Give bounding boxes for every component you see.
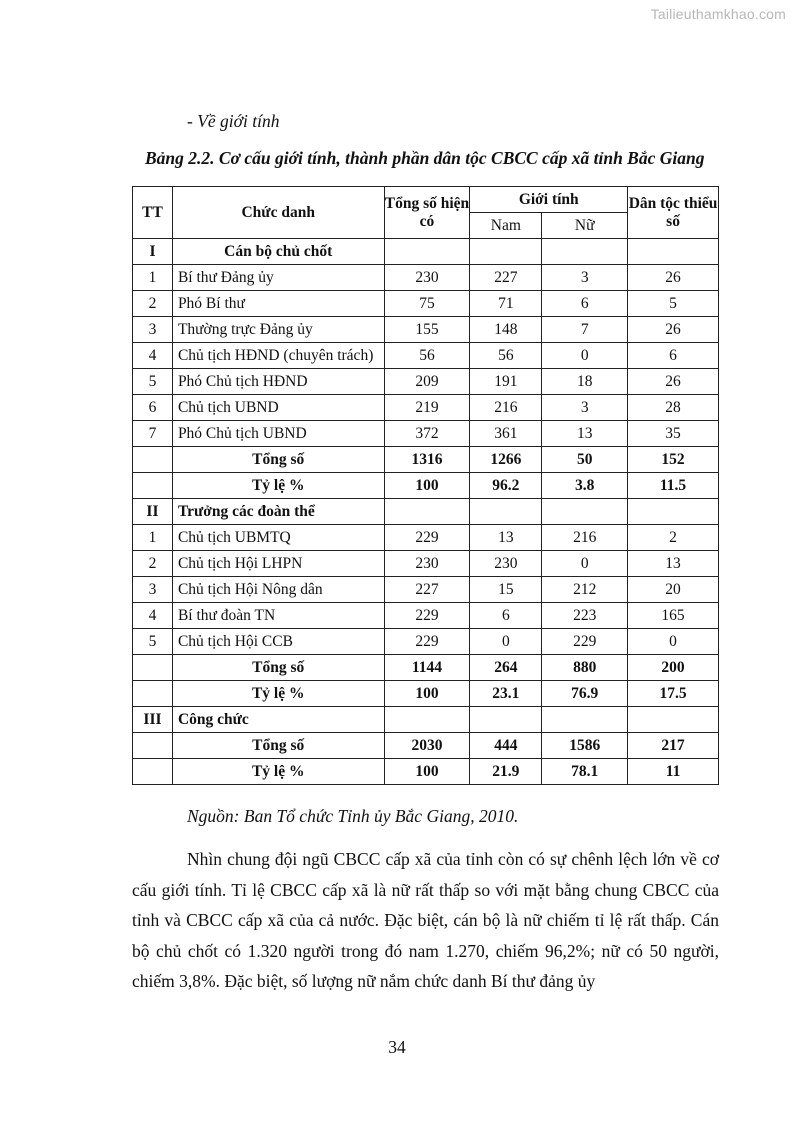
row-name: Chủ tịch Hội Nông dân bbox=[172, 577, 384, 603]
row-name: Chủ tịch HĐND (chuyên trách) bbox=[172, 343, 384, 369]
summary-total: 1144 bbox=[384, 655, 470, 681]
row-nam: 13 bbox=[470, 525, 542, 551]
row-name: Chủ tịch Hội LHPN bbox=[172, 551, 384, 577]
row-nam: 15 bbox=[470, 577, 542, 603]
table-row bbox=[133, 265, 719, 291]
header-tong-so: Tổng số hiện có bbox=[384, 187, 470, 239]
summary-dtts: 200 bbox=[628, 655, 719, 681]
row-name: Chủ tịch UBND bbox=[172, 395, 384, 421]
empty-cell bbox=[384, 707, 470, 733]
body-paragraph: Nhìn chung đội ngũ CBCC cấp xã của tỉnh còn có sự chênh lệch lớn về cơ cấu giới tính. Tỉ lệ CBCC cấp xã là nữ rất thấp so với mặt bằng chung CBCC của tỉnh và CBCC cấp xã của cả nước. Đặc biệt, cán bộ là nữ chiếm tỉ lệ rất thấp. Cán bộ chủ chốt có 1.320 người trong đó nam 1.270, chiếm 96,2%; nữ có 50 người, chiếm 3,8%. Đặc biệt, số lượng nữ nắm chức danh Bí thư đảng ủy bbox=[132, 849, 719, 991]
summary-label: Tổng số bbox=[172, 655, 384, 681]
empty-cell bbox=[384, 499, 470, 525]
row-nu: 216 bbox=[542, 525, 628, 551]
row-nam: 6 bbox=[470, 603, 542, 629]
table-row bbox=[133, 317, 719, 343]
row-dtts: 5 bbox=[628, 291, 719, 317]
row-name: Bí thư Đảng ủy bbox=[172, 265, 384, 291]
row-dtts: 13 bbox=[628, 551, 719, 577]
row-total: 56 bbox=[384, 343, 470, 369]
row-tt: 2 bbox=[133, 551, 173, 577]
row-nam: 361 bbox=[470, 421, 542, 447]
summary-total: 100 bbox=[384, 681, 470, 707]
row-nu: 18 bbox=[542, 369, 628, 395]
table-row bbox=[133, 525, 719, 551]
summary-nam: 444 bbox=[470, 733, 542, 759]
table-row bbox=[133, 343, 719, 369]
summary-label: Tỷ lệ % bbox=[172, 681, 384, 707]
row-name: Bí thư đoàn TN bbox=[172, 603, 384, 629]
row-name: Chủ tịch Hội CCB bbox=[172, 629, 384, 655]
empty-cell bbox=[133, 733, 173, 759]
summary-row bbox=[133, 733, 719, 759]
row-tt: 2 bbox=[133, 291, 173, 317]
row-total: 75 bbox=[384, 291, 470, 317]
empty-cell bbox=[133, 681, 173, 707]
header-chuc-danh: Chức danh bbox=[172, 187, 384, 239]
row-tt: 1 bbox=[133, 525, 173, 551]
summary-dtts: 11 bbox=[628, 759, 719, 785]
row-nu: 212 bbox=[542, 577, 628, 603]
table-row bbox=[133, 577, 719, 603]
row-nu: 7 bbox=[542, 317, 628, 343]
row-nu: 3 bbox=[542, 395, 628, 421]
summary-nam: 1266 bbox=[470, 447, 542, 473]
summary-row bbox=[133, 447, 719, 473]
row-total: 227 bbox=[384, 577, 470, 603]
summary-row bbox=[133, 759, 719, 785]
row-dtts: 0 bbox=[628, 629, 719, 655]
table-row bbox=[133, 369, 719, 395]
row-nam: 230 bbox=[470, 551, 542, 577]
empty-cell bbox=[542, 239, 628, 265]
row-nu: 13 bbox=[542, 421, 628, 447]
summary-nam: 21.9 bbox=[470, 759, 542, 785]
row-total: 372 bbox=[384, 421, 470, 447]
summary-nam: 264 bbox=[470, 655, 542, 681]
summary-dtts: 217 bbox=[628, 733, 719, 759]
row-tt: 6 bbox=[133, 395, 173, 421]
row-name: Phó Bí thư bbox=[172, 291, 384, 317]
row-nu: 6 bbox=[542, 291, 628, 317]
empty-cell bbox=[542, 707, 628, 733]
summary-row bbox=[133, 655, 719, 681]
section-row bbox=[133, 239, 719, 265]
table-row bbox=[133, 551, 719, 577]
header-tt: TT bbox=[133, 187, 173, 239]
row-nam: 71 bbox=[470, 291, 542, 317]
empty-cell bbox=[133, 473, 173, 499]
row-total: 230 bbox=[384, 265, 470, 291]
section-row bbox=[133, 499, 719, 525]
summary-dtts: 152 bbox=[628, 447, 719, 473]
header-gioi-tinh: Giới tính bbox=[470, 187, 628, 213]
empty-cell bbox=[470, 707, 542, 733]
row-tt: 4 bbox=[133, 603, 173, 629]
data-table bbox=[132, 186, 719, 785]
table-row bbox=[133, 629, 719, 655]
source-note: Nguồn: Ban Tổ chức Tỉnh ủy Bắc Giang, 2010. bbox=[187, 806, 519, 826]
row-tt: 4 bbox=[133, 343, 173, 369]
row-total: 230 bbox=[384, 551, 470, 577]
summary-dtts: 17.5 bbox=[628, 681, 719, 707]
empty-cell bbox=[133, 759, 173, 785]
row-name: Chủ tịch UBMTQ bbox=[172, 525, 384, 551]
row-tt: 5 bbox=[133, 629, 173, 655]
row-nam: 191 bbox=[470, 369, 542, 395]
summary-nam: 96.2 bbox=[470, 473, 542, 499]
empty-cell bbox=[133, 447, 173, 473]
summary-total: 2030 bbox=[384, 733, 470, 759]
row-nu: 0 bbox=[542, 343, 628, 369]
table-body bbox=[133, 239, 719, 785]
summary-total: 100 bbox=[384, 473, 470, 499]
row-tt: 1 bbox=[133, 265, 173, 291]
row-total: 229 bbox=[384, 629, 470, 655]
row-total: 209 bbox=[384, 369, 470, 395]
summary-nam: 23.1 bbox=[470, 681, 542, 707]
summary-nu: 3.8 bbox=[542, 473, 628, 499]
table-row bbox=[133, 291, 719, 317]
row-total: 219 bbox=[384, 395, 470, 421]
row-dtts: 26 bbox=[628, 317, 719, 343]
header-dan-toc: Dân tộc thiểu số bbox=[628, 187, 719, 239]
empty-cell bbox=[133, 655, 173, 681]
summary-label: Tổng số bbox=[172, 447, 384, 473]
row-name: Phó Chủ tịch HĐND bbox=[172, 369, 384, 395]
table-row bbox=[133, 421, 719, 447]
row-nam: 0 bbox=[470, 629, 542, 655]
table-row bbox=[133, 395, 719, 421]
header-nu: Nữ bbox=[542, 213, 628, 239]
section-title: Trưởng các đoàn thể bbox=[172, 499, 384, 525]
row-nu: 3 bbox=[542, 265, 628, 291]
section-title: Cán bộ chủ chốt bbox=[172, 239, 384, 265]
row-name: Phó Chủ tịch UBND bbox=[172, 421, 384, 447]
row-dtts: 28 bbox=[628, 395, 719, 421]
row-nu: 223 bbox=[542, 603, 628, 629]
section-heading: - Về giới tính bbox=[187, 111, 280, 131]
summary-label: Tổng số bbox=[172, 733, 384, 759]
row-tt: 3 bbox=[133, 577, 173, 603]
empty-cell bbox=[628, 239, 719, 265]
row-dtts: 2 bbox=[628, 525, 719, 551]
row-tt: 5 bbox=[133, 369, 173, 395]
row-dtts: 26 bbox=[628, 265, 719, 291]
section-roman: II bbox=[133, 499, 173, 525]
row-tt: 3 bbox=[133, 317, 173, 343]
row-dtts: 165 bbox=[628, 603, 719, 629]
empty-cell bbox=[384, 239, 470, 265]
empty-cell bbox=[628, 499, 719, 525]
summary-dtts: 11.5 bbox=[628, 473, 719, 499]
empty-cell bbox=[470, 239, 542, 265]
table-row bbox=[133, 603, 719, 629]
section-row bbox=[133, 707, 719, 733]
summary-nu: 1586 bbox=[542, 733, 628, 759]
row-nam: 227 bbox=[470, 265, 542, 291]
row-nam: 148 bbox=[470, 317, 542, 343]
summary-label: Tỷ lệ % bbox=[172, 759, 384, 785]
row-dtts: 20 bbox=[628, 577, 719, 603]
row-tt: 7 bbox=[133, 421, 173, 447]
row-nam: 216 bbox=[470, 395, 542, 421]
row-total: 229 bbox=[384, 525, 470, 551]
summary-nu: 50 bbox=[542, 447, 628, 473]
table-caption: Bảng 2.2. Cơ cấu giới tính, thành phần dân tộc CBCC cấp xã tỉnh Bắc Giang bbox=[145, 148, 705, 168]
header-nam: Nam bbox=[470, 213, 542, 239]
summary-total: 100 bbox=[384, 759, 470, 785]
summary-nu: 76.9 bbox=[542, 681, 628, 707]
empty-cell bbox=[542, 499, 628, 525]
watermark: Tailieuthamkhao.com bbox=[650, 6, 786, 22]
empty-cell bbox=[628, 707, 719, 733]
section-title: Công chức bbox=[172, 707, 384, 733]
row-nu: 0 bbox=[542, 551, 628, 577]
summary-row bbox=[133, 473, 719, 499]
row-dtts: 35 bbox=[628, 421, 719, 447]
summary-nu: 78.1 bbox=[542, 759, 628, 785]
row-total: 155 bbox=[384, 317, 470, 343]
row-nu: 229 bbox=[542, 629, 628, 655]
summary-nu: 880 bbox=[542, 655, 628, 681]
row-nam: 56 bbox=[470, 343, 542, 369]
section-roman: I bbox=[133, 239, 173, 265]
row-total: 229 bbox=[384, 603, 470, 629]
summary-row bbox=[133, 681, 719, 707]
row-name: Thường trực Đảng ủy bbox=[172, 317, 384, 343]
summary-label: Tỷ lệ % bbox=[172, 473, 384, 499]
row-dtts: 26 bbox=[628, 369, 719, 395]
empty-cell bbox=[470, 499, 542, 525]
summary-total: 1316 bbox=[384, 447, 470, 473]
section-roman: III bbox=[133, 707, 173, 733]
page-number: 34 bbox=[388, 1037, 406, 1057]
row-dtts: 6 bbox=[628, 343, 719, 369]
